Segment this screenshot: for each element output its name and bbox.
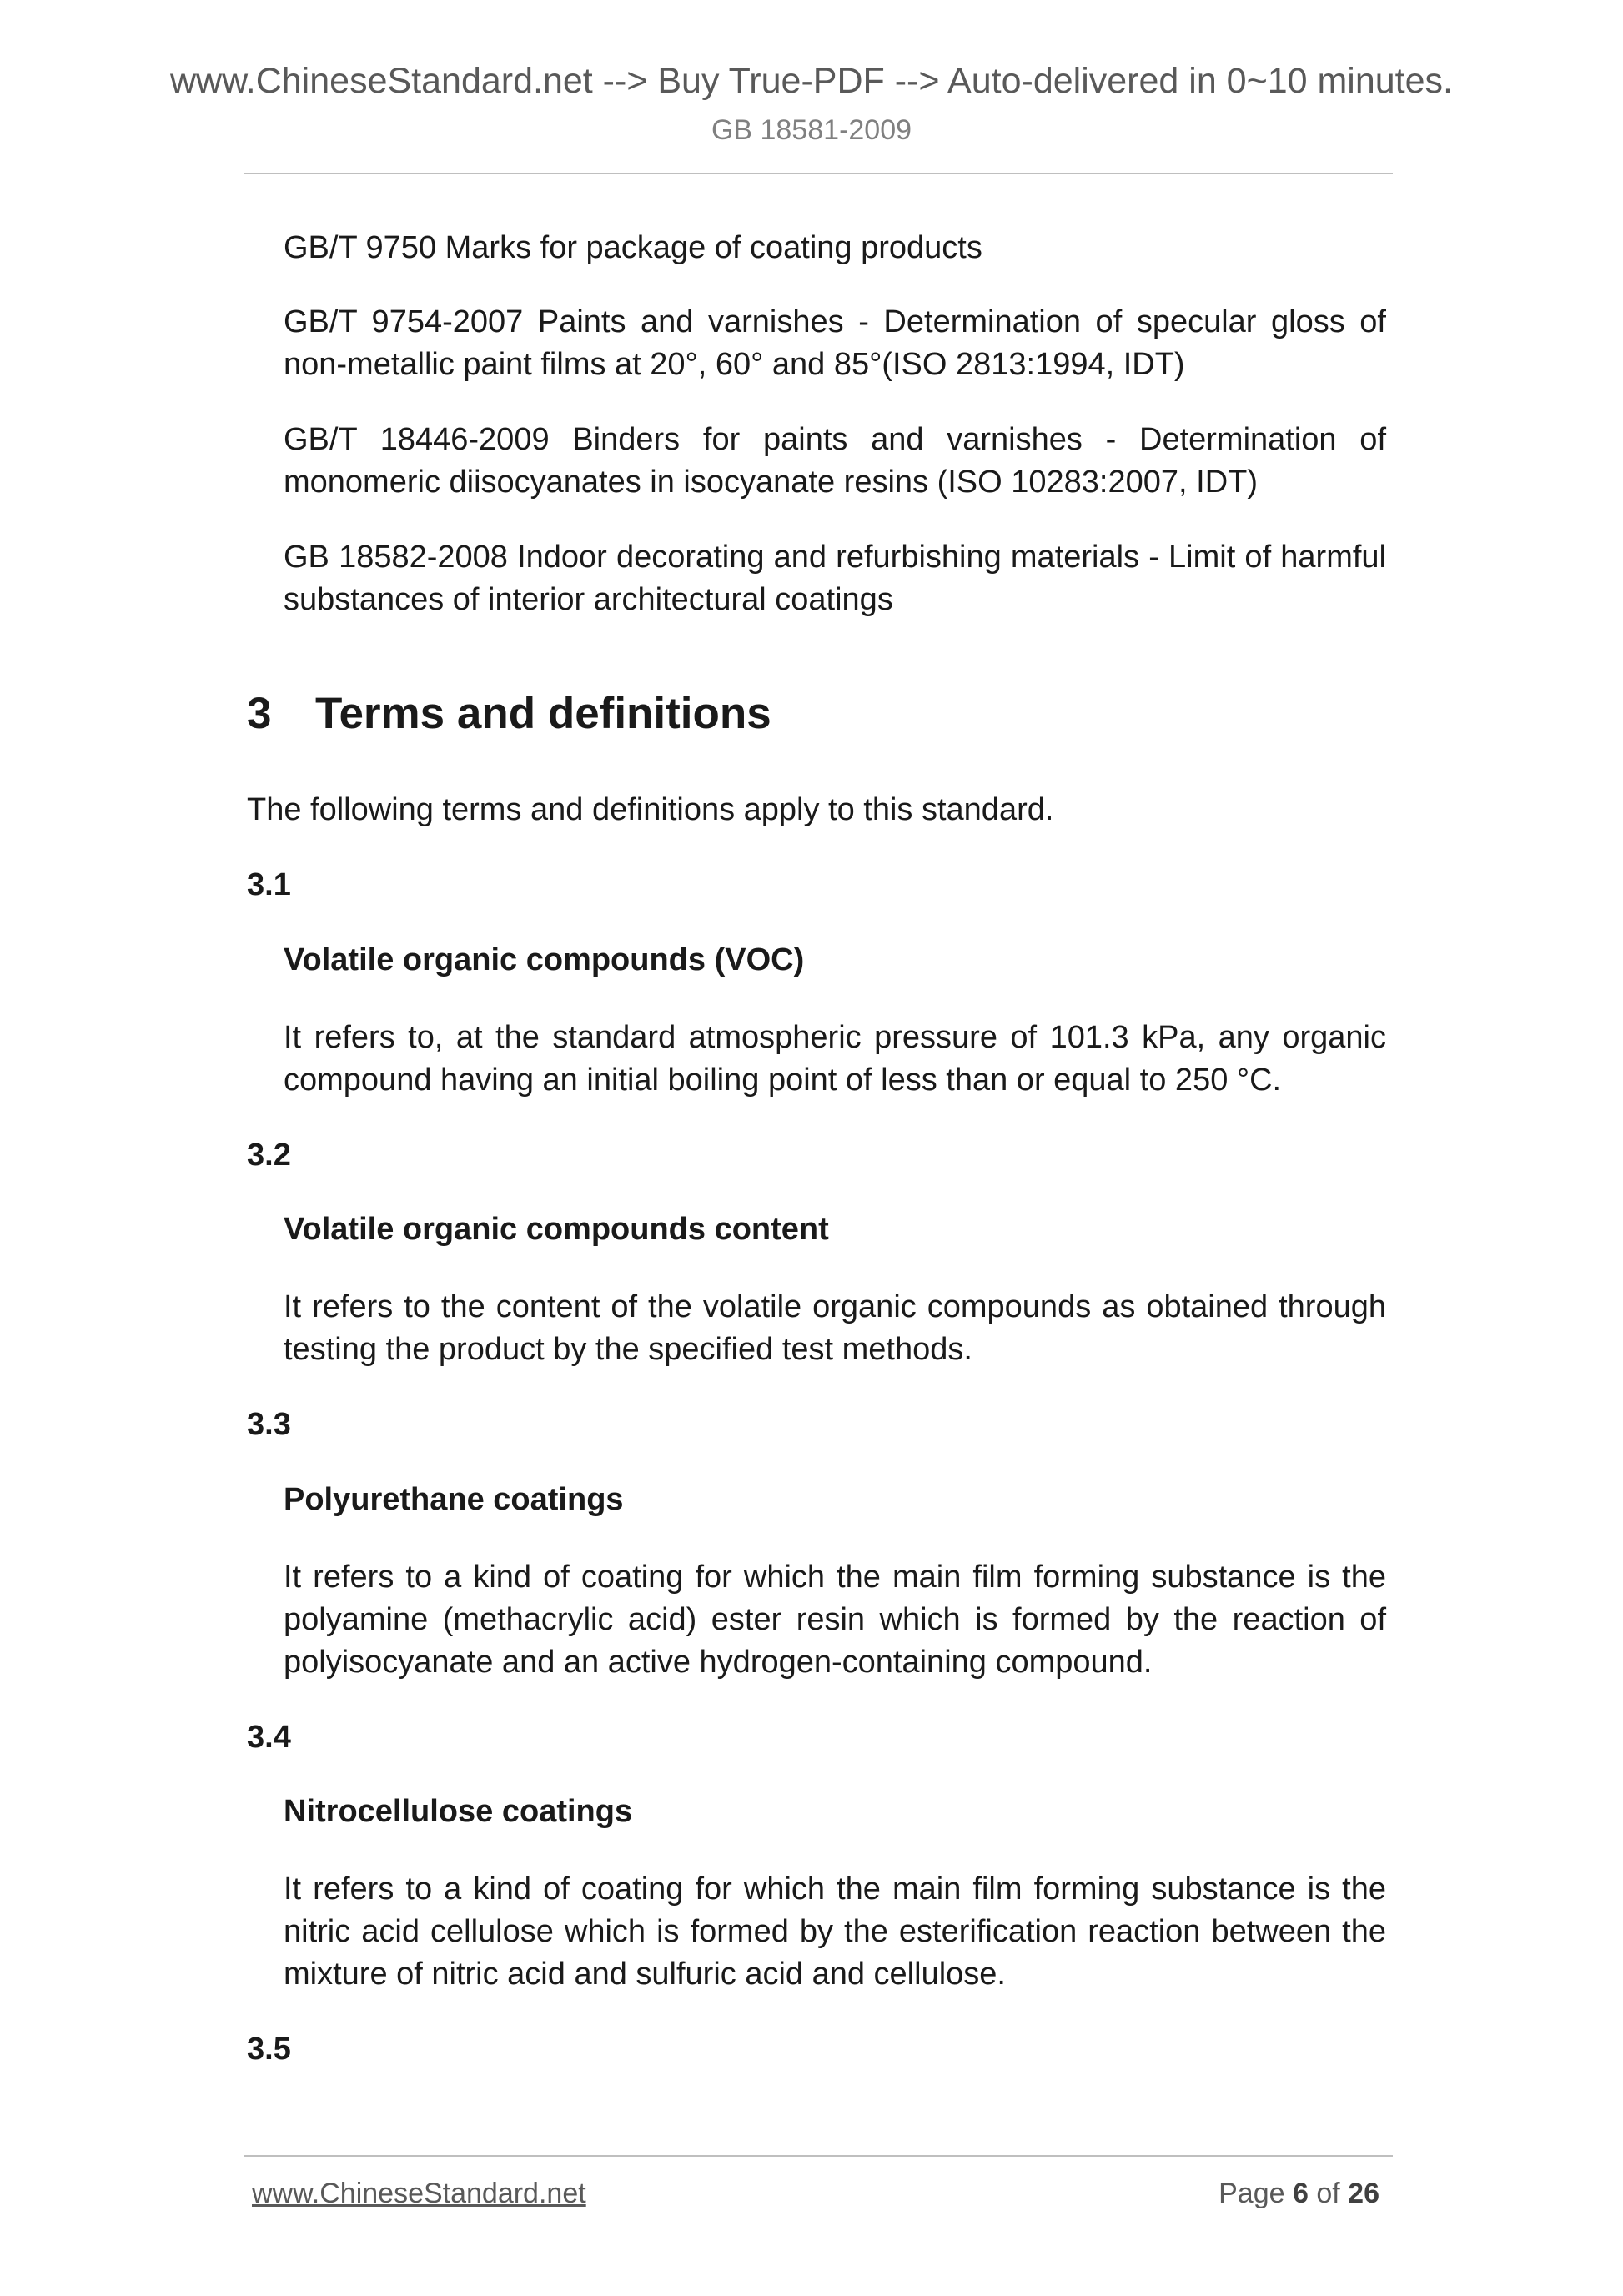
page-current: 6 bbox=[1292, 2178, 1309, 2209]
page-label: Page bbox=[1219, 2178, 1285, 2209]
term-number-3-3: 3.3 bbox=[247, 1407, 291, 1442]
page-total: 26 bbox=[1348, 2178, 1379, 2209]
footer-site-link[interactable]: www.ChineseStandard.net bbox=[252, 2178, 586, 2209]
section-heading bbox=[247, 688, 771, 739]
term-definition-polyurethane: It refers to a kind of coating for which the main film forming substance is the polyamine (methacrylic acid) ester resin which is formed by the reaction of polyisocyanate and an active hydrogen-containing compound. bbox=[284, 1560, 1386, 1680]
section-number: 3 bbox=[247, 689, 272, 738]
reference-gbt-9754: GB/T 9754-2007 Paints and varnishes - Determination of specular gloss of non-metallic paint films at 20°, 60° and 85°(ISO 2813:1994, IDT) bbox=[284, 304, 1386, 382]
term-definition-voc-content: It refers to the content of the volatile organic compounds as obtained through testing the product by the specified test methods. bbox=[284, 1289, 1386, 1367]
term-definition-nitrocellulose: It refers to a kind of coating for which the main film forming substance is the nitric acid cellulose which is formed by the esterification reaction between the mixture of nitric acid and sulfuric acid and cellulose. bbox=[284, 1871, 1386, 1992]
section-intro: The following terms and definitions apply to this standard. bbox=[247, 792, 1054, 827]
reference-gb-18582: GB 18582-2008 Indoor decorating and refurbishing materials - Limit of harmful substances of interior architectural coatings bbox=[284, 540, 1386, 617]
term-title-voc: Volatile organic compounds (VOC) bbox=[284, 942, 805, 977]
section-title: Terms and definitions bbox=[315, 689, 771, 738]
term-title-nitrocellulose: Nitrocellulose coatings bbox=[284, 1794, 633, 1829]
term-title-polyurethane: Polyurethane coatings bbox=[284, 1482, 624, 1517]
term-number-3-1: 3.1 bbox=[247, 867, 291, 902]
footer-divider bbox=[244, 2155, 1393, 2157]
term-number-3-2: 3.2 bbox=[247, 1138, 291, 1173]
page-indicator bbox=[1219, 2178, 1379, 2210]
reference-gbt-9750: GB/T 9750 Marks for package of coating products bbox=[284, 230, 982, 265]
header-standard-id: GB 18581-2009 bbox=[711, 114, 912, 146]
page-of-label: of bbox=[1316, 2178, 1340, 2209]
term-number-3-5: 3.5 bbox=[247, 2032, 291, 2067]
term-definition-voc: It refers to, at the standard atmospheric pressure of 101.3 kPa, any organic compound having an initial boiling point of less than or equal to 250 °C. bbox=[284, 1020, 1386, 1098]
page-header bbox=[0, 63, 1623, 144]
term-number-3-4: 3.4 bbox=[247, 1720, 291, 1755]
header-divider bbox=[244, 173, 1393, 174]
header-title: www.ChineseStandard.net --> Buy True-PDF --> Auto-delivered in 0~10 minutes. bbox=[169, 61, 1453, 101]
reference-gbt-18446: GB/T 18446-2009 Binders for paints and varnishes - Determination of monomeric diisocyanates in isocyanate resins (ISO 10283:2007, IDT) bbox=[284, 422, 1386, 500]
term-title-voc-content: Volatile organic compounds content bbox=[284, 1212, 829, 1247]
